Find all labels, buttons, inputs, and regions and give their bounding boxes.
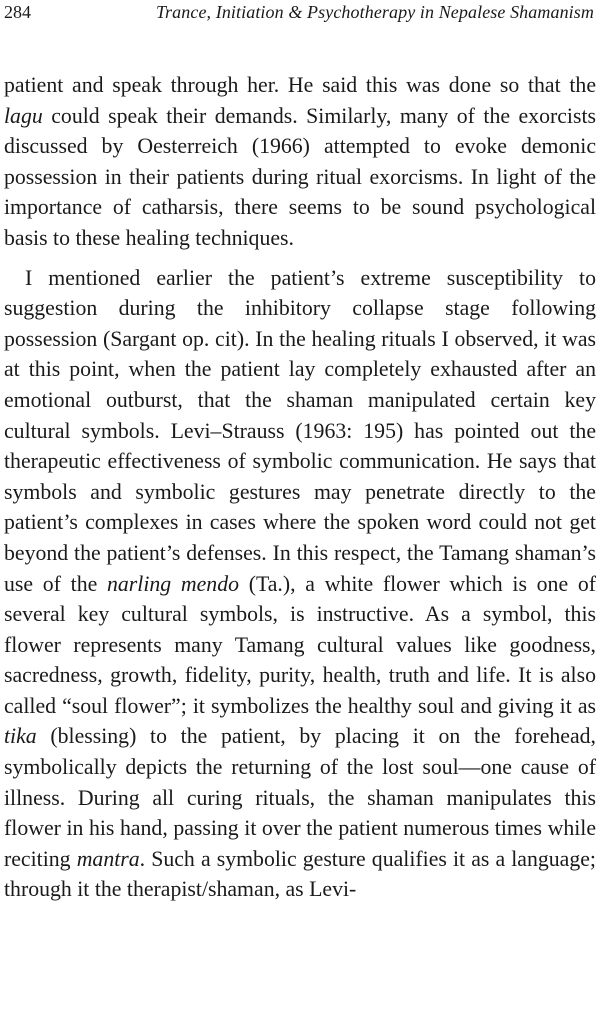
term-lagu: lagu: [4, 103, 43, 128]
term-narling-mendo: narling mendo: [106, 571, 239, 596]
paragraph-2-text-d: . Such a symbolic gesture qualifies it as a language; through it the therapist/shaman, as Levi-: [4, 846, 596, 902]
paragraph-1-text-a: patient and speak through her. He said this was done so that the: [4, 73, 596, 97]
paragraph-2-text-a: I mentioned earlier the patient’s extreme susceptibility to suggestion during the inhibitory collapse stage following possession (Sargant op. cit). In the healing rituals I observed, it was at this point, when the patient lay completely exhausted after an emotional outburst, that the shaman manipulated certain key cultural symbols. Levi–Strauss (1963: 195) has pointed out the therapeutic effectiveness of symbolic communication. He says that symbols and symbolic gestures may penetrate directly to the patient’s complexes in cases where the spoken word could not get beyond the patient’s defenses. In this respect, the Tamang shaman’s use of the: [4, 265, 596, 596]
running-header: [4, 2, 594, 26]
body-text: [4, 70, 596, 905]
paragraph-1: [4, 70, 596, 254]
paragraph-2-text-c: (blessing) to the patient, by placing it on the forehead, symbolically depicts the returning of the lost soul—one cause of illness. During all curing rituals, the shaman manipulates this flower in his hand, passing it over the patient numerous times while reciting: [4, 724, 596, 871]
running-title: Trance, Initiation & Psychotherapy in Nepalese Shamanism: [155, 2, 594, 22]
paragraph-2-text-b: (Ta.), a white flower which is one of several key cultural symbols, is instructive. As a symbol, this flower represents many Tamang cultural values like goodness, sacredness, growth, fidelity, purity, health, truth and life. It is also called “soul flower”; it symbolizes the healthy soul and giving it as: [4, 571, 596, 718]
page-number: 284: [4, 2, 31, 22]
term-mantra: mantra: [76, 846, 140, 871]
paragraph-2: [4, 263, 596, 905]
term-tika: tika: [4, 724, 37, 749]
paragraph-1-text-b: could speak their demands. Similarly, many of the exorcists discussed by Oesterreich (1966) attempted to evoke demonic possession in their patients during ritual exorcisms. In light of the importance of catharsis, there seems to be sound psychological basis to these healing techniques.: [4, 103, 596, 250]
